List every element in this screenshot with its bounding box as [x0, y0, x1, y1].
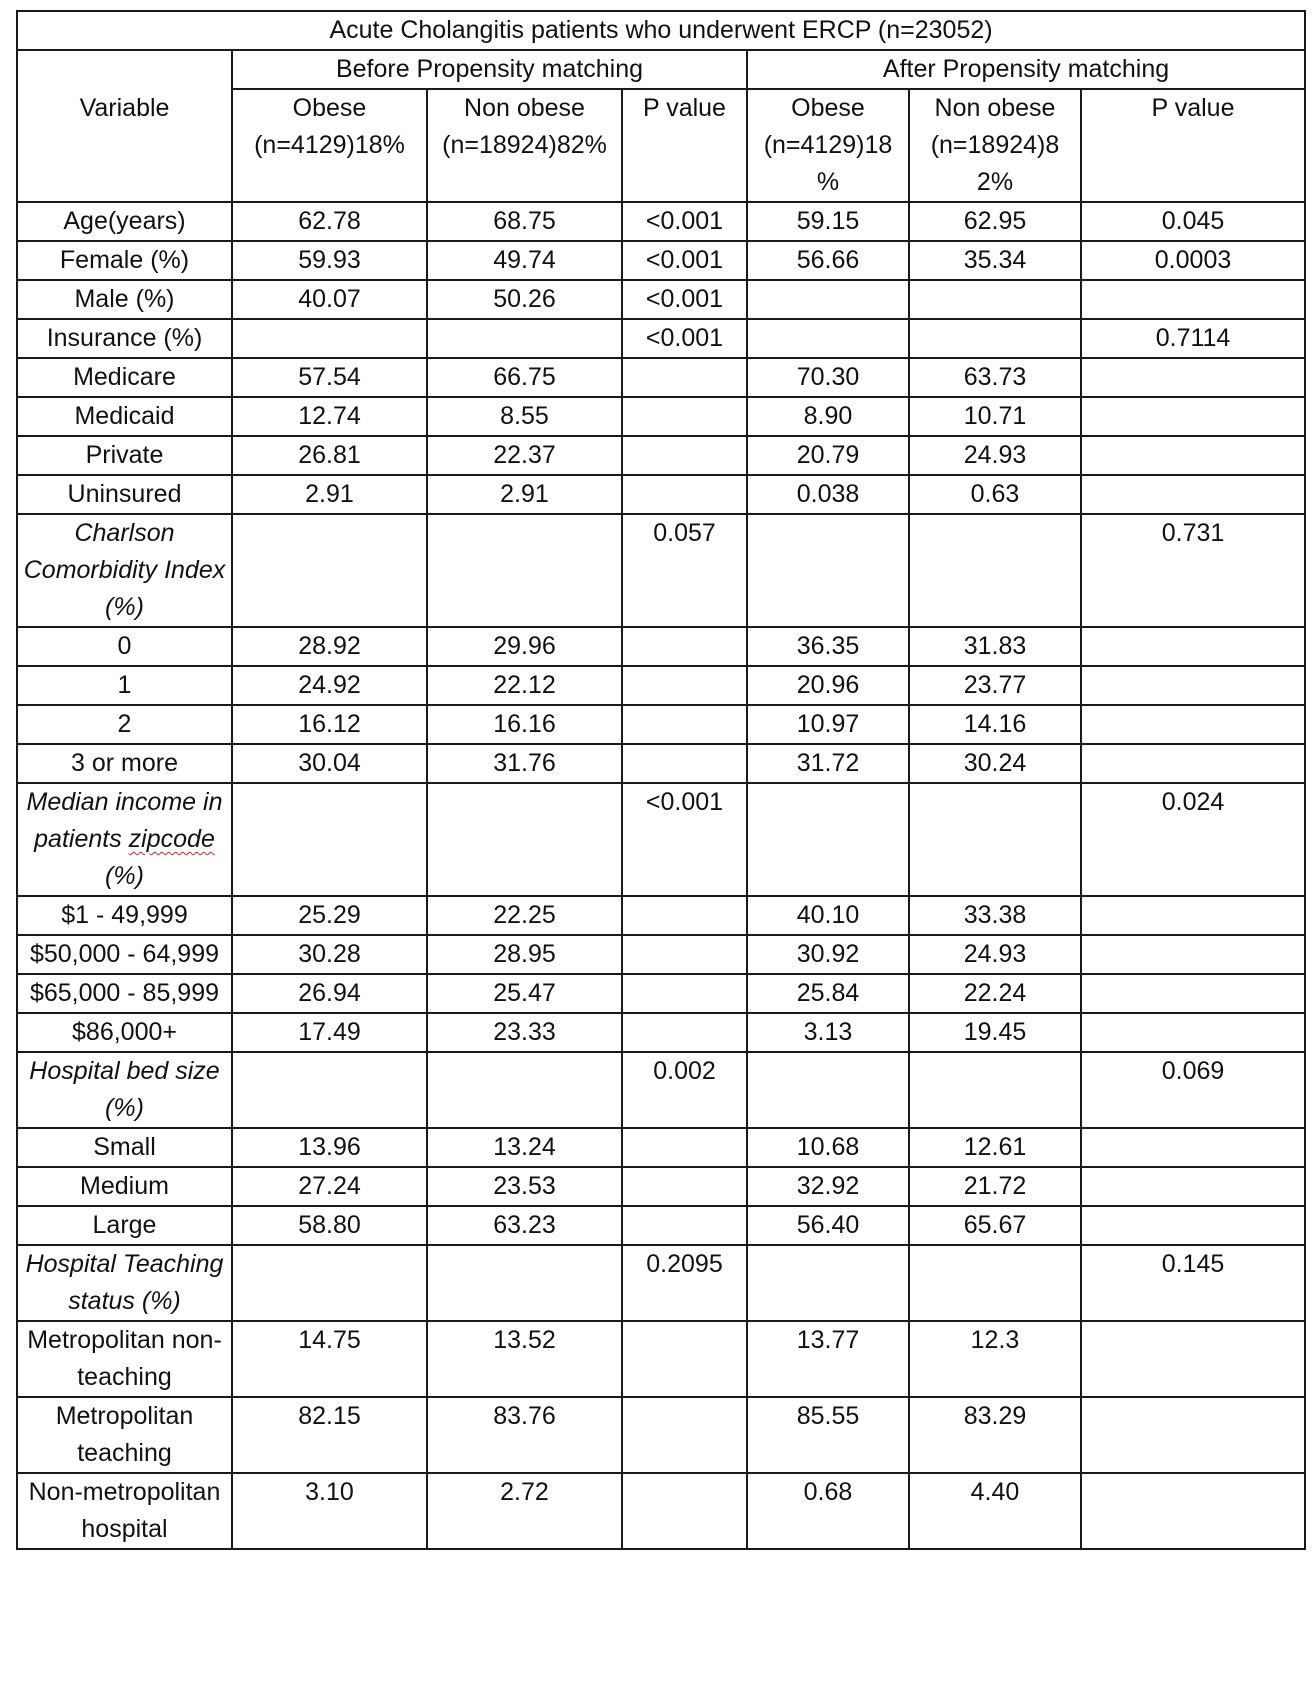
variable-cell: 0	[17, 627, 232, 666]
before-pvalue-cell	[622, 896, 747, 935]
before-pvalue-header: P value	[622, 89, 747, 202]
after-obese-cell: 59.15	[747, 202, 909, 241]
before-obese-cell: 25.29	[232, 896, 427, 935]
after-pvalue-cell	[1081, 1128, 1305, 1167]
before-obese-cell	[232, 514, 427, 627]
before-pvalue-cell	[622, 1206, 747, 1245]
after-nonobese-cell: 24.93	[909, 935, 1081, 974]
variable-cell: Metropolitan non-teaching	[17, 1321, 232, 1397]
before-nonobese-cell: 25.47	[427, 974, 622, 1013]
table-row	[17, 935, 1305, 974]
after-nonobese-cell: 0.63	[909, 475, 1081, 514]
after-nonobese-cell: 24.93	[909, 436, 1081, 475]
after-obese-cell: 56.66	[747, 241, 909, 280]
before-nonobese-cell	[427, 783, 622, 896]
variable-cell: 1	[17, 666, 232, 705]
after-obese-cell: 3.13	[747, 1013, 909, 1052]
variable-cell: 3 or more	[17, 744, 232, 783]
after-obese-cell	[747, 783, 909, 896]
variable-cell: Non-metropolitan hospital	[17, 1473, 232, 1549]
variable-cell: Hospital bed size (%)	[17, 1052, 232, 1128]
table-row	[17, 202, 1305, 241]
before-nonobese-cell: 2.72	[427, 1473, 622, 1549]
before-nonobese-cell: 23.33	[427, 1013, 622, 1052]
column-header-row	[17, 89, 1305, 202]
after-obese-cell: 10.97	[747, 705, 909, 744]
before-obese-cell: 26.81	[232, 436, 427, 475]
table-row	[17, 1321, 1305, 1397]
table-row	[17, 974, 1305, 1013]
after-obese-cell: 31.72	[747, 744, 909, 783]
table-row	[17, 896, 1305, 935]
after-obese-cell	[747, 1052, 909, 1128]
table-row	[17, 1473, 1305, 1549]
after-nonobese-cell	[909, 783, 1081, 896]
before-nonobese-cell: 68.75	[427, 202, 622, 241]
after-pvalue-header: P value	[1081, 89, 1305, 202]
after-pvalue-cell: 0.045	[1081, 202, 1305, 241]
after-pvalue-cell	[1081, 1167, 1305, 1206]
before-obese-cell: 13.96	[232, 1128, 427, 1167]
table-row	[17, 358, 1305, 397]
after-pvalue-cell	[1081, 358, 1305, 397]
before-obese-cell: 59.93	[232, 241, 427, 280]
before-nonobese-cell: 29.96	[427, 627, 622, 666]
after-nonobese-cell: 30.24	[909, 744, 1081, 783]
before-obese-cell: 40.07	[232, 280, 427, 319]
before-pvalue-cell	[622, 1397, 747, 1473]
before-obese-cell: 14.75	[232, 1321, 427, 1397]
before-obese-cell: 26.94	[232, 974, 427, 1013]
table-row	[17, 514, 1305, 627]
after-obese-cell: 25.84	[747, 974, 909, 1013]
before-obese-header: Obese (n=4129)18%	[232, 89, 427, 202]
after-nonobese-cell	[909, 1052, 1081, 1128]
before-obese-cell	[232, 783, 427, 896]
before-nonobese-cell	[427, 514, 622, 627]
table-row	[17, 1052, 1305, 1128]
before-obese-cell: 28.92	[232, 627, 427, 666]
before-pvalue-cell	[622, 935, 747, 974]
variable-group-spacer	[17, 50, 232, 89]
table-row	[17, 436, 1305, 475]
after-nonobese-cell: 33.38	[909, 896, 1081, 935]
after-nonobese-cell: 35.34	[909, 241, 1081, 280]
after-pvalue-cell	[1081, 1206, 1305, 1245]
after-obese-cell: 0.038	[747, 475, 909, 514]
table-row	[17, 397, 1305, 436]
before-pvalue-cell: <0.001	[622, 280, 747, 319]
variable-cell: Private	[17, 436, 232, 475]
before-nonobese-cell: 28.95	[427, 935, 622, 974]
before-nonobese-cell: 13.52	[427, 1321, 622, 1397]
before-nonobese-cell: 66.75	[427, 358, 622, 397]
table-row	[17, 744, 1305, 783]
after-nonobese-cell: 4.40	[909, 1473, 1081, 1549]
before-pvalue-cell	[622, 436, 747, 475]
table-row	[17, 666, 1305, 705]
after-pvalue-cell: 0.7114	[1081, 319, 1305, 358]
variable-cell: Large	[17, 1206, 232, 1245]
before-pvalue-cell	[622, 1473, 747, 1549]
after-pvalue-cell: 0.145	[1081, 1245, 1305, 1321]
before-obese-cell: 17.49	[232, 1013, 427, 1052]
before-obese-cell: 12.74	[232, 397, 427, 436]
before-obese-cell: 57.54	[232, 358, 427, 397]
table-row	[17, 1167, 1305, 1206]
before-pvalue-cell: <0.001	[622, 241, 747, 280]
before-nonobese-cell: 13.24	[427, 1128, 622, 1167]
before-obese-cell: 82.15	[232, 1397, 427, 1473]
after-obese-cell: 20.96	[747, 666, 909, 705]
after-nonobese-cell: 12.61	[909, 1128, 1081, 1167]
after-pvalue-cell: 0.024	[1081, 783, 1305, 896]
before-obese-cell: 24.92	[232, 666, 427, 705]
before-nonobese-cell	[427, 1245, 622, 1321]
variable-cell: Hospital Teaching status (%)	[17, 1245, 232, 1321]
before-pvalue-cell	[622, 475, 747, 514]
variable-cell: Charlson Comorbidity Index (%)	[17, 514, 232, 627]
variable-cell: Age(years)	[17, 202, 232, 241]
after-pvalue-cell	[1081, 666, 1305, 705]
variable-cell: $1 - 49,999	[17, 896, 232, 935]
table-row	[17, 1245, 1305, 1321]
after-pvalue-cell	[1081, 974, 1305, 1013]
after-pvalue-cell	[1081, 1321, 1305, 1397]
after-nonobese-cell: 14.16	[909, 705, 1081, 744]
table-row	[17, 627, 1305, 666]
before-nonobese-cell: 23.53	[427, 1167, 622, 1206]
before-nonobese-cell: 22.25	[427, 896, 622, 935]
before-pvalue-cell	[622, 397, 747, 436]
table-row	[17, 241, 1305, 280]
before-nonobese-cell: 22.37	[427, 436, 622, 475]
group-header-row	[17, 50, 1305, 89]
variable-cell: 2	[17, 705, 232, 744]
after-obese-cell: 36.35	[747, 627, 909, 666]
variable-cell: Insurance (%)	[17, 319, 232, 358]
before-pvalue-cell	[622, 358, 747, 397]
before-pvalue-cell	[622, 1167, 747, 1206]
after-obese-cell: 13.77	[747, 1321, 909, 1397]
after-obese-cell: 70.30	[747, 358, 909, 397]
after-nonobese-cell: 12.3	[909, 1321, 1081, 1397]
before-pvalue-cell	[622, 744, 747, 783]
spellcheck-word: zipcode	[128, 825, 215, 853]
variable-cell: $50,000 - 64,999	[17, 935, 232, 974]
after-obese-cell: 30.92	[747, 935, 909, 974]
before-pvalue-cell: <0.001	[622, 319, 747, 358]
before-obese-cell	[232, 319, 427, 358]
after-pvalue-cell: 0.731	[1081, 514, 1305, 627]
before-pvalue-cell	[622, 705, 747, 744]
after-nonobese-cell: 65.67	[909, 1206, 1081, 1245]
before-nonobese-cell: 8.55	[427, 397, 622, 436]
before-pvalue-cell	[622, 627, 747, 666]
table-row	[17, 319, 1305, 358]
after-obese-cell: 85.55	[747, 1397, 909, 1473]
after-pvalue-cell	[1081, 744, 1305, 783]
after-pvalue-cell	[1081, 705, 1305, 744]
after-obese-cell: 0.68	[747, 1473, 909, 1549]
after-pvalue-cell	[1081, 1473, 1305, 1549]
variable-cell: Small	[17, 1128, 232, 1167]
table-row	[17, 1206, 1305, 1245]
before-pvalue-cell	[622, 1128, 747, 1167]
before-pvalue-cell	[622, 1321, 747, 1397]
before-nonobese-cell: 31.76	[427, 744, 622, 783]
before-obese-cell: 58.80	[232, 1206, 427, 1245]
after-nonobese-cell: 21.72	[909, 1167, 1081, 1206]
before-nonobese-cell: 83.76	[427, 1397, 622, 1473]
before-obese-cell: 62.78	[232, 202, 427, 241]
before-pvalue-cell	[622, 666, 747, 705]
after-pvalue-cell	[1081, 1397, 1305, 1473]
after-pvalue-cell	[1081, 896, 1305, 935]
after-obese-cell: 40.10	[747, 896, 909, 935]
table-title: Acute Cholangitis patients who underwent ERCP (n=23052)	[17, 11, 1305, 50]
after-pvalue-cell	[1081, 280, 1305, 319]
before-matching-header: Before Propensity matching	[232, 50, 747, 89]
after-nonobese-cell: 62.95	[909, 202, 1081, 241]
table-row	[17, 1128, 1305, 1167]
title-row	[17, 11, 1305, 50]
variable-cell: Metropolitan teaching	[17, 1397, 232, 1473]
after-nonobese-cell	[909, 280, 1081, 319]
before-pvalue-cell	[622, 974, 747, 1013]
after-obese-cell	[747, 280, 909, 319]
after-nonobese-cell: 63.73	[909, 358, 1081, 397]
after-nonobese-header: Non obese (n=18924)8 2%	[909, 89, 1081, 202]
variable-cell: Median income in patients zipcode (%)	[17, 783, 232, 896]
after-nonobese-cell	[909, 514, 1081, 627]
variable-header: Variable	[17, 89, 232, 202]
before-nonobese-cell: 2.91	[427, 475, 622, 514]
after-obese-cell: 32.92	[747, 1167, 909, 1206]
before-nonobese-cell: 50.26	[427, 280, 622, 319]
before-pvalue-cell	[622, 1013, 747, 1052]
after-nonobese-cell: 31.83	[909, 627, 1081, 666]
after-obese-cell: 8.90	[747, 397, 909, 436]
after-obese-cell: 20.79	[747, 436, 909, 475]
after-obese-cell: 10.68	[747, 1128, 909, 1167]
after-nonobese-cell: 22.24	[909, 974, 1081, 1013]
variable-cell: Medicaid	[17, 397, 232, 436]
before-obese-cell: 30.04	[232, 744, 427, 783]
before-nonobese-cell: 49.74	[427, 241, 622, 280]
table-row	[17, 475, 1305, 514]
before-pvalue-cell: 0.002	[622, 1052, 747, 1128]
before-nonobese-cell: 63.23	[427, 1206, 622, 1245]
before-nonobese-cell	[427, 1052, 622, 1128]
after-nonobese-cell: 23.77	[909, 666, 1081, 705]
before-obese-cell: 16.12	[232, 705, 427, 744]
after-nonobese-cell	[909, 1245, 1081, 1321]
before-nonobese-cell	[427, 319, 622, 358]
variable-cell: $65,000 - 85,999	[17, 974, 232, 1013]
before-pvalue-cell: 0.2095	[622, 1245, 747, 1321]
table-row	[17, 1013, 1305, 1052]
after-pvalue-cell	[1081, 397, 1305, 436]
results-table	[16, 10, 1306, 1550]
after-obese-cell: 56.40	[747, 1206, 909, 1245]
after-obese-cell	[747, 1245, 909, 1321]
after-nonobese-cell: 10.71	[909, 397, 1081, 436]
before-obese-cell: 2.91	[232, 475, 427, 514]
before-obese-cell	[232, 1052, 427, 1128]
after-pvalue-cell	[1081, 436, 1305, 475]
after-nonobese-cell: 19.45	[909, 1013, 1081, 1052]
variable-cell: Medium	[17, 1167, 232, 1206]
before-nonobese-cell: 22.12	[427, 666, 622, 705]
before-obese-cell: 27.24	[232, 1167, 427, 1206]
after-pvalue-cell: 0.069	[1081, 1052, 1305, 1128]
after-pvalue-cell	[1081, 935, 1305, 974]
variable-cell: Medicare	[17, 358, 232, 397]
variable-cell: $86,000+	[17, 1013, 232, 1052]
after-nonobese-cell	[909, 319, 1081, 358]
before-pvalue-cell: <0.001	[622, 202, 747, 241]
before-nonobese-header: Non obese (n=18924)82%	[427, 89, 622, 202]
after-nonobese-cell: 83.29	[909, 1397, 1081, 1473]
table-row	[17, 783, 1305, 896]
variable-cell: Female (%)	[17, 241, 232, 280]
before-pvalue-cell: <0.001	[622, 783, 747, 896]
table-row	[17, 280, 1305, 319]
after-obese-cell	[747, 319, 909, 358]
before-nonobese-cell: 16.16	[427, 705, 622, 744]
before-obese-cell	[232, 1245, 427, 1321]
variable-cell: Male (%)	[17, 280, 232, 319]
after-pvalue-cell	[1081, 627, 1305, 666]
before-pvalue-cell: 0.057	[622, 514, 747, 627]
before-obese-cell: 3.10	[232, 1473, 427, 1549]
after-pvalue-cell	[1081, 475, 1305, 514]
after-obese-cell	[747, 514, 909, 627]
variable-cell: Uninsured	[17, 475, 232, 514]
table-row	[17, 705, 1305, 744]
after-pvalue-cell	[1081, 1013, 1305, 1052]
before-obese-cell: 30.28	[232, 935, 427, 974]
table-row	[17, 1397, 1305, 1473]
after-pvalue-cell: 0.0003	[1081, 241, 1305, 280]
after-matching-header: After Propensity matching	[747, 50, 1305, 89]
after-obese-header: Obese (n=4129)18 %	[747, 89, 909, 202]
